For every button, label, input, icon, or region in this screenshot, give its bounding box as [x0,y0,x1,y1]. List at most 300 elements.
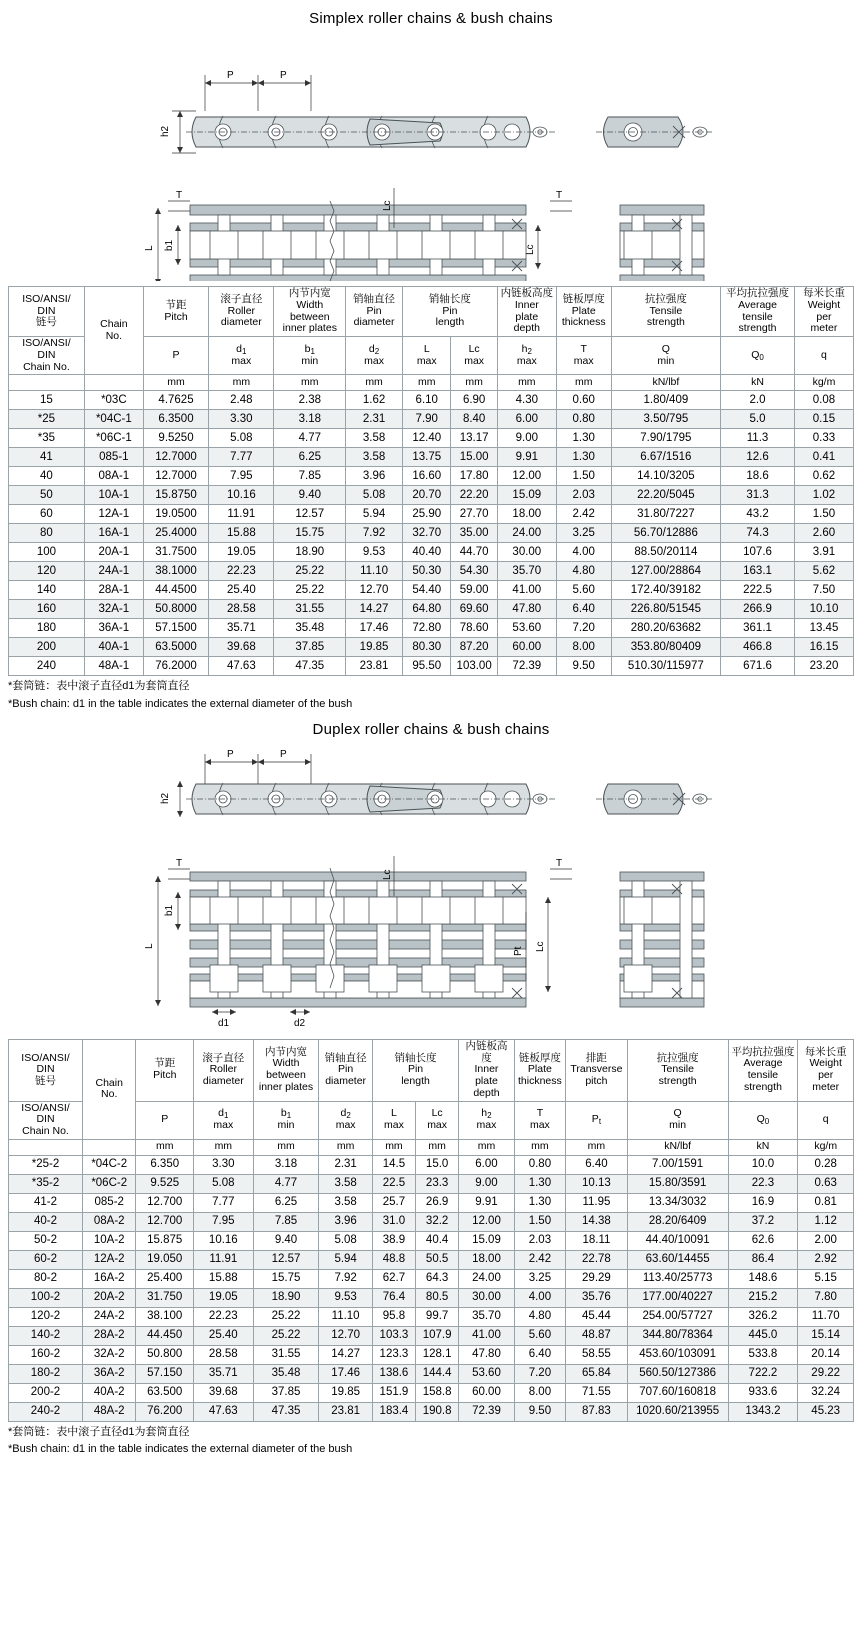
table-cell: 47.80 [497,600,556,619]
unit-weight: kg/m [794,375,853,391]
table-cell: 0.80 [514,1155,565,1174]
table-cell: 9.40 [253,1231,319,1250]
unit-l: mm [403,375,451,391]
table-cell: 11.95 [566,1193,628,1212]
unit-l-dup: mm [372,1139,415,1155]
table-cell: 200-2 [9,1383,83,1402]
table-cell: 08A-2 [83,1212,136,1231]
table-cell: 10.0 [728,1155,798,1174]
table-cell: 41.00 [459,1326,515,1345]
table-cell: 80-2 [9,1269,83,1288]
table-cell: 6.40 [556,600,611,619]
table-cell: 183.4 [372,1402,415,1421]
table-cell: 222.5 [721,581,795,600]
table-cell: 3.96 [346,467,403,486]
table-cell: 20A-2 [83,1288,136,1307]
table-cell: 5.08 [319,1231,372,1250]
table-cell: 25.90 [403,505,451,524]
table-cell: 62.7 [372,1269,415,1288]
hdr-pin-dia: 销轴直径 Pin diameter [346,287,403,337]
sym-q0-dup: $Q_0$ [728,1101,798,1139]
table-cell: 28.58 [209,600,274,619]
table-cell: 5.60 [556,581,611,600]
table-cell: 15.8750 [143,486,208,505]
table-cell: 18.00 [497,505,556,524]
table-cell: 60.00 [459,1383,515,1402]
hdr-inner-plate-depth: 内链板高度 Inner plate depth [497,287,556,337]
table-cell: 69.60 [451,600,497,619]
table-cell: 160-2 [9,1345,83,1364]
table-cell: 41 [9,448,85,467]
table-cell: 22.20/5045 [611,486,721,505]
table-cell: 18.6 [721,467,795,486]
table-cell: 50.5 [416,1250,459,1269]
table-cell: 22.5 [372,1174,415,1193]
table-cell: 11.70 [798,1307,854,1326]
table-cell: 14.27 [319,1345,372,1364]
table-cell: 3.25 [556,524,611,543]
table-cell: 5.94 [319,1250,372,1269]
section-title-simplex: Simplex roller chains & bush chains [309,10,553,27]
table-cell: 4.77 [253,1174,319,1193]
table-cell: 6.00 [459,1155,515,1174]
table-row [9,391,854,410]
table-cell: 45.44 [566,1307,628,1326]
table-cell: 0.62 [794,467,853,486]
table-cell: 7.77 [194,1193,254,1212]
hdr-transverse-pitch: 排距 Transverse pitch [566,1039,628,1101]
table-cell: 40A-1 [84,638,143,657]
table-cell: 15.0 [416,1155,459,1174]
table-cell: 1.50 [556,467,611,486]
table-cell: 39.68 [194,1383,254,1402]
label-lc-top-dup: Lc [382,869,393,880]
table-cell: 48.8 [372,1250,415,1269]
table-cell: 14.10/3205 [611,467,721,486]
table-cell: 13.34/3032 [627,1193,728,1212]
sym-p-dup: P [136,1101,194,1139]
table-row [9,600,854,619]
table-cell: 72.39 [497,657,556,676]
table-cell: 62.6 [728,1231,798,1250]
table-cell: 19.050 [136,1250,194,1269]
table-cell: 35.48 [274,619,346,638]
table-cell: 24.00 [497,524,556,543]
table-cell: 12.00 [459,1212,515,1231]
table-cell: 24A-2 [83,1307,136,1326]
table-cell: 14.27 [346,600,403,619]
table-cell: 17.46 [346,619,403,638]
table-cell: 38.9 [372,1231,415,1250]
sym-t-dup: T max [514,1101,565,1139]
table-cell: 15.09 [497,486,556,505]
table-cell: 44.4500 [143,581,208,600]
table-cell: 37.85 [274,638,346,657]
table-cell: 10A-2 [83,1231,136,1250]
hdr-tensile: 抗拉强度 Tensile strength [611,287,721,337]
table-cell: 0.81 [798,1193,854,1212]
table-cell: 35.00 [451,524,497,543]
table-row [9,1383,854,1402]
sym-h2: $h_2$ max [497,337,556,375]
table-cell: 15.75 [274,524,346,543]
table-row [9,1288,854,1307]
table-cell: 6.25 [274,448,346,467]
table-cell: 5.60 [514,1326,565,1345]
sym-lc-dup: Lc max [416,1101,459,1139]
table-cell: 22.23 [194,1307,254,1326]
table-cell: 22.3 [728,1174,798,1193]
table-cell: 32A-1 [84,600,143,619]
table-cell: 9.40 [274,486,346,505]
table-cell: *35 [9,429,85,448]
table-cell: *04C-1 [84,410,143,429]
table-row [9,486,854,505]
table-cell: 11.10 [346,562,403,581]
table-cell: 22.20 [451,486,497,505]
table-cell: 3.91 [794,543,853,562]
table-cell: 80 [9,524,85,543]
table-cell: 2.00 [798,1231,854,1250]
table-row [9,467,854,486]
table-cell: 10.10 [794,600,853,619]
table-cell: 5.15 [798,1269,854,1288]
table-cell: 29.22 [798,1364,854,1383]
unit-lc-dup: mm [416,1139,459,1155]
hdr-weight-dup: 每米长重 Weight per meter [798,1039,854,1101]
table-cell: 1.50 [514,1212,565,1231]
table-cell: 40-2 [9,1212,83,1231]
table-cell: 56.70/12886 [611,524,721,543]
table-cell: 11.3 [721,429,795,448]
table-cell: 10A-1 [84,486,143,505]
table-cell: 95.8 [372,1307,415,1326]
table-row [9,657,854,676]
table-cell: 3.58 [346,448,403,467]
sym-q-dup: Q min [627,1101,728,1139]
table-row [9,1364,854,1383]
table-cell: 0.28 [798,1155,854,1174]
table-cell: 15.80/3591 [627,1174,728,1193]
table-cell: 3.25 [514,1269,565,1288]
label-b1: b1 [164,239,175,251]
table-cell: 240 [9,657,85,676]
table-cell: 35.76 [566,1288,628,1307]
table-cell: 40 [9,467,85,486]
table-cell: 280.20/63682 [611,619,721,638]
table-cell: 50 [9,486,85,505]
table-cell: 0.15 [794,410,853,429]
table-cell: 87.83 [566,1402,628,1421]
table-cell: 80.5 [416,1288,459,1307]
table-cell: 25.22 [253,1307,319,1326]
hdr-width-inner: 内节内宽 Width between inner plates [274,287,346,337]
table-cell: 25.7 [372,1193,415,1212]
table-cell: 40.40 [403,543,451,562]
table-cell: 1343.2 [728,1402,798,1421]
table-cell: 57.150 [136,1364,194,1383]
table-cell: 24A-1 [84,562,143,581]
simplex-spec-table [8,286,854,676]
table-cell: 47.63 [209,657,274,676]
table-cell: 7.90 [403,410,451,429]
hdr-pitch-dup: 节距 Pitch [136,1039,194,1101]
unit-b1-dup: mm [253,1139,319,1155]
hdr-chainno-en: Chain No. [84,287,143,375]
table-cell: 17.80 [451,467,497,486]
table-cell: 17.46 [319,1364,372,1383]
table-cell: 39.68 [209,638,274,657]
table-cell: 933.6 [728,1383,798,1402]
label-d1-dup: d1 [218,1017,230,1029]
table-cell: 24.00 [459,1269,515,1288]
table-cell: 54.30 [451,562,497,581]
table-cell: 37.85 [253,1383,319,1402]
hdr-roller-dia-dup: 滚子直径 Roller diameter [194,1039,254,1101]
table-cell: 31.0 [372,1212,415,1231]
table-cell: 11.91 [194,1250,254,1269]
table-cell: 7.95 [209,467,274,486]
duplex-note-en: *Bush chain: d1 in the table indicates the external diameter of the bush [8,1443,353,1456]
table-cell: 4.00 [514,1288,565,1307]
table-cell: 3.58 [319,1193,372,1212]
table-cell: 25.22 [274,581,346,600]
table-cell: 16.9 [728,1193,798,1212]
hdr-tensile-dup: 抗拉强度 Tensile strength [627,1039,728,1101]
sym-q-weight-dup: q [798,1101,854,1139]
table-cell: *03C [84,391,143,410]
table-cell: 32.70 [403,524,451,543]
label-d2-dup: d2 [294,1017,306,1029]
table-cell: 76.4 [372,1288,415,1307]
table-cell: 16.15 [794,638,853,657]
table-row [9,1345,854,1364]
sym-q0: $Q_0$ [721,337,795,375]
table-cell: 177.00/40227 [627,1288,728,1307]
table-cell: 1.02 [794,486,853,505]
table-cell: 32.24 [798,1383,854,1402]
label-h2-dup: h2 [160,792,171,804]
table-cell: 15.00 [451,448,497,467]
table-cell: *06C-2 [83,1174,136,1193]
table-cell: 5.08 [209,429,274,448]
table-cell: 25.22 [253,1326,319,1345]
table-cell: 19.05 [194,1288,254,1307]
table-cell: 12.57 [253,1250,319,1269]
table-cell: 12.6 [721,448,795,467]
table-cell: 20.70 [403,486,451,505]
table-cell: 158.8 [416,1383,459,1402]
table-cell: 13.75 [403,448,451,467]
table-cell: 47.35 [274,657,346,676]
table-cell: 7.85 [253,1212,319,1231]
unit-d1: mm [209,375,274,391]
simplex-note-en: *Bush chain: d1 in the table indicates the external diameter of the bush [8,697,353,710]
table-cell: 60.00 [497,638,556,657]
table-cell: 29.29 [566,1269,628,1288]
table-cell: 15.875 [136,1231,194,1250]
table-cell: 19.0500 [143,505,208,524]
table-cell: 7.77 [209,448,274,467]
table-row [9,1250,854,1269]
table-cell: 95.50 [403,657,451,676]
table-cell: 9.00 [497,429,556,448]
table-cell: 18.00 [459,1250,515,1269]
table-cell: 20.14 [798,1345,854,1364]
table-cell: 12.700 [136,1193,194,1212]
table-cell: 2.38 [274,391,346,410]
sym-l: L max [403,337,451,375]
table-cell: 2.31 [346,410,403,429]
table-cell: 15.14 [798,1326,854,1345]
unit-d2-dup: mm [319,1139,372,1155]
table-cell: 12.7000 [143,467,208,486]
table-cell: 14.5 [372,1155,415,1174]
table-cell: 43.2 [721,505,795,524]
table-cell: 6.25 [253,1193,319,1212]
hdr-roller-dia: 滚子直径 Roller diameter [209,287,274,337]
table-cell: 215.2 [728,1288,798,1307]
table-cell: 172.40/39182 [611,581,721,600]
table-cell: 87.20 [451,638,497,657]
table-cell: 15.75 [253,1269,319,1288]
table-cell: 3.96 [319,1212,372,1231]
table-cell: 72.80 [403,619,451,638]
table-cell: 15.88 [194,1269,254,1288]
table-cell: 1.50 [794,505,853,524]
table-cell: 44.450 [136,1326,194,1345]
unit-p: mm [143,375,208,391]
table-cell: 190.8 [416,1402,459,1421]
table-cell: *06C-1 [84,429,143,448]
table-cell: 140 [9,581,85,600]
table-cell: 9.50 [514,1402,565,1421]
table-cell: 8.00 [556,638,611,657]
table-cell: 103.00 [451,657,497,676]
table-cell: 15 [9,391,85,410]
label-b1-dup: b1 [164,904,175,916]
sym-p: P [143,337,208,375]
table-row [9,448,854,467]
table-cell: 5.0 [721,410,795,429]
label-lc-right: Lc [525,244,536,255]
table-cell: 53.60 [459,1364,515,1383]
sym-h2-dup: $h_2$ max [459,1101,515,1139]
table-cell: 40A-2 [83,1383,136,1402]
table-cell: 6.40 [566,1155,628,1174]
table-cell: 22.78 [566,1250,628,1269]
table-cell: 10.16 [194,1231,254,1250]
table-cell: 16A-2 [83,1269,136,1288]
table-row [9,505,854,524]
table-cell: 3.30 [194,1155,254,1174]
table-cell: 2.60 [794,524,853,543]
unit-blank-1 [9,375,85,391]
table-cell: 266.9 [721,600,795,619]
unit-d1-dup: mm [194,1139,254,1155]
hdr-chainno-en-dup: Chain No. [83,1039,136,1139]
table-row [9,410,854,429]
table-cell: 6.00 [497,410,556,429]
table-cell: 40.4 [416,1231,459,1250]
table-cell: 41-2 [9,1193,83,1212]
sym-l-dup: L max [372,1101,415,1139]
table-cell: 22.23 [209,562,274,581]
table-cell: 28.58 [194,1345,254,1364]
table-cell: 6.350 [136,1155,194,1174]
table-cell: 25.40 [194,1326,254,1345]
table-cell: 1.30 [556,448,611,467]
table-cell: 4.80 [514,1307,565,1326]
table-cell: 3.58 [346,429,403,448]
table-cell: 120-2 [9,1307,83,1326]
hdr-chainno-cn-dup: ISO/ANSI/ DIN 链号 [9,1039,83,1101]
table-cell: 4.00 [556,543,611,562]
duplex-table-body [9,1155,854,1421]
table-cell: 7.50 [794,581,853,600]
table-cell: 7.92 [319,1269,372,1288]
table-cell: 50-2 [9,1231,83,1250]
table-cell: 2.92 [798,1250,854,1269]
table-cell: 28.20/6409 [627,1212,728,1231]
table-cell: 13.45 [794,619,853,638]
table-cell: 707.60/160818 [627,1383,728,1402]
table-cell: 5.62 [794,562,853,581]
table-cell: 31.55 [274,600,346,619]
table-cell: 31.55 [253,1345,319,1364]
label-L: L [144,245,155,251]
table-cell: 0.41 [794,448,853,467]
table-cell: 180-2 [9,1364,83,1383]
table-cell: 48.87 [566,1326,628,1345]
table-cell: 8.40 [451,410,497,429]
table-row [9,619,854,638]
table-cell: *25-2 [9,1155,83,1174]
table-cell: 18.11 [566,1231,628,1250]
label-t-left-dup: T [176,857,183,869]
label-p-1: P [227,70,234,81]
table-cell: 45.23 [798,1402,854,1421]
table-cell: 38.100 [136,1307,194,1326]
table-cell: 3.18 [253,1155,319,1174]
table-row [9,524,854,543]
table-cell: 6.40 [514,1345,565,1364]
table-cell: 085-1 [84,448,143,467]
table-cell: 12.40 [403,429,451,448]
table-cell: 100 [9,543,85,562]
label-h2: h2 [160,125,171,137]
table-cell: 254.00/57727 [627,1307,728,1326]
table-cell: 37.2 [728,1212,798,1231]
unit-b1: mm [274,375,346,391]
table-cell: 3.30 [209,410,274,429]
simplex-diagram [0,33,862,286]
table-row [9,1212,854,1231]
section-title-duplex: Duplex roller chains & bush chains [312,720,550,738]
table-cell: 08A-1 [84,467,143,486]
table-cell: 59.00 [451,581,497,600]
table-cell: 10.13 [566,1174,628,1193]
table-row [9,1307,854,1326]
table-cell: 9.525 [136,1174,194,1193]
table-cell: 6.67/1516 [611,448,721,467]
table-cell: 19.05 [209,543,274,562]
table-cell: 23.81 [346,657,403,676]
duplex-spec-table [8,1039,854,1422]
table-cell: 74.3 [721,524,795,543]
unit-blank-2-dup [83,1139,136,1155]
table-cell: 361.1 [721,619,795,638]
